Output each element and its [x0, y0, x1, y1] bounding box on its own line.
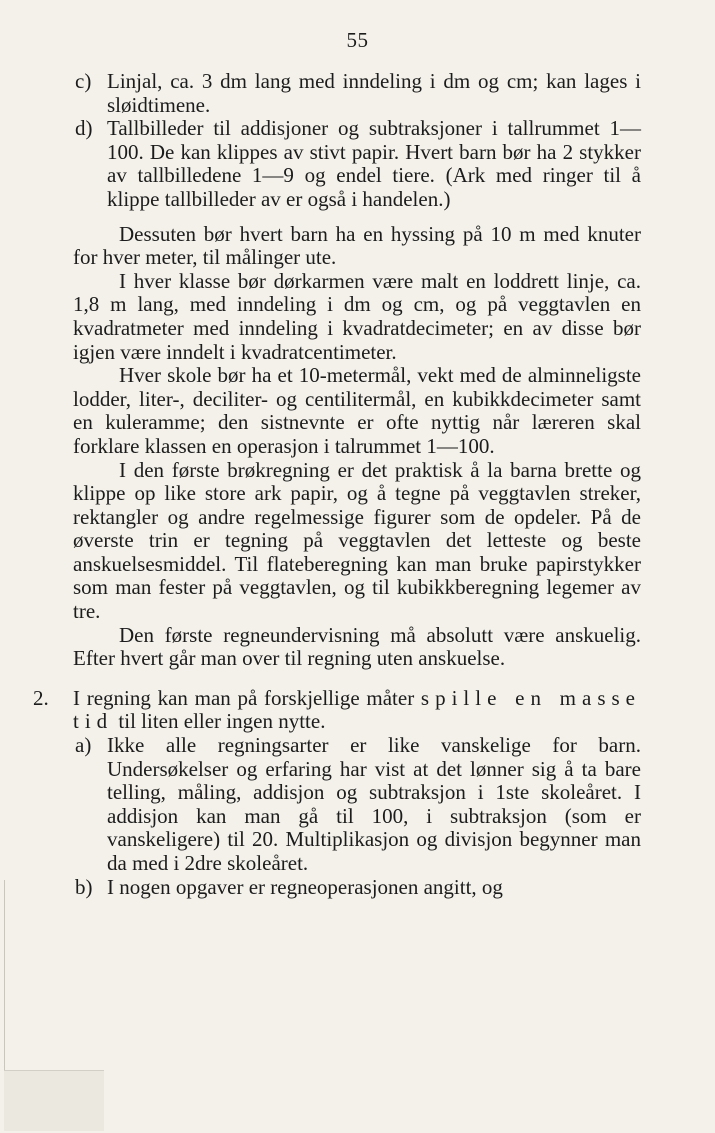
section-text-before: I regning kan man på forskjellige måter — [73, 685, 415, 710]
section-2 — [33, 685, 641, 734]
list-item-a — [73, 734, 641, 876]
paragraph: I hver klasse bør dørkarmen være malt en loddrett linje, ca. 1,8 m lang, med inndeling i dm og cm, og på veggtavlen en kvadratmeter med inndeling i kvadratdecimeter; en av disse bør igjen være inndelt i kvadratcentimeter. — [73, 268, 641, 364]
paragraph: I den første brøkregning er det praktisk å la barna brette og klippe op like store ark papir, og å tegne på veggtavlen streker, rektangler og andre regelmessige figurer som de opdeler. På de øverste trin er tegning på veggtavlen det letteste og beste anskuelsesmiddel. Til flateberegning kan man bruke papirstykker som man fester på veggtavlen, og til kubikkberegning legemer av tre. — [73, 457, 641, 624]
paragraph: Dessuten bør hvert barn ha en hyssing på 10 m med knuter for hver meter, til målinger ute. — [73, 221, 641, 270]
list-label-b: b) — [75, 874, 93, 899]
section-text-after: til liten eller ingen nytte. — [118, 709, 326, 734]
list-text-c: Linjal, ca. 3 dm lang med inndeling i dm og cm; kan lages i sløidtimene. — [107, 69, 641, 117]
list-text-b: I nogen opgaver er regneoperasjonen angitt, og — [107, 874, 503, 899]
list-label-c: c) — [75, 69, 92, 93]
list-text-a: Ikke alle regningsarter er like vanskelige for barn. Undersøkelser og erfaring har vist at det lønner sig å ta bare telling, måling, addisjon og subtraksjon i 1ste skoleåret. I addisjon kan man gå til 100, i subtraksjon (som er vanskeligere) til 20. Multiplikasjon og divisjon begynner man da med i 2dre skoleåret. — [107, 733, 641, 875]
list-item-b — [73, 876, 641, 900]
list-item-d — [73, 117, 641, 211]
paragraph: Den første regneundervisning må absolutt være anskuelig. Efter hvert går man over til regning uten anskuelse. — [73, 622, 641, 671]
page-edge-mark — [4, 1070, 104, 1131]
list-item-c — [73, 70, 641, 117]
section-number: 2. — [33, 685, 49, 710]
list-text-d: Tallbilleder til addisjoner og subtraksjoner i tallrummet 1—100. De kan klippes av stivt papir. Hvert barn bør ha 2 stykker av tallbilledene 1—9 og endel tiere. (Ark med ringer til å klippe tallbilleder av er også i handelen.) — [107, 116, 641, 211]
paragraph: Hver skole bør ha et 10-metermål, vekt med de alminneligste lodder, liter-, deciliter- og centilitermål, en kubikkdecimeter samt en kuleramme; den sistnevnte er ofte nyttig når læreren skal forklare klassen en operasjon i talrummet 1—100. — [73, 363, 641, 458]
list-label-a: a) — [75, 733, 92, 758]
page-number: 55 — [346, 28, 369, 52]
list-label-d: d) — [75, 116, 93, 141]
section-text-spaced: spille en masse tid — [73, 685, 641, 734]
page-body — [33, 69, 641, 899]
